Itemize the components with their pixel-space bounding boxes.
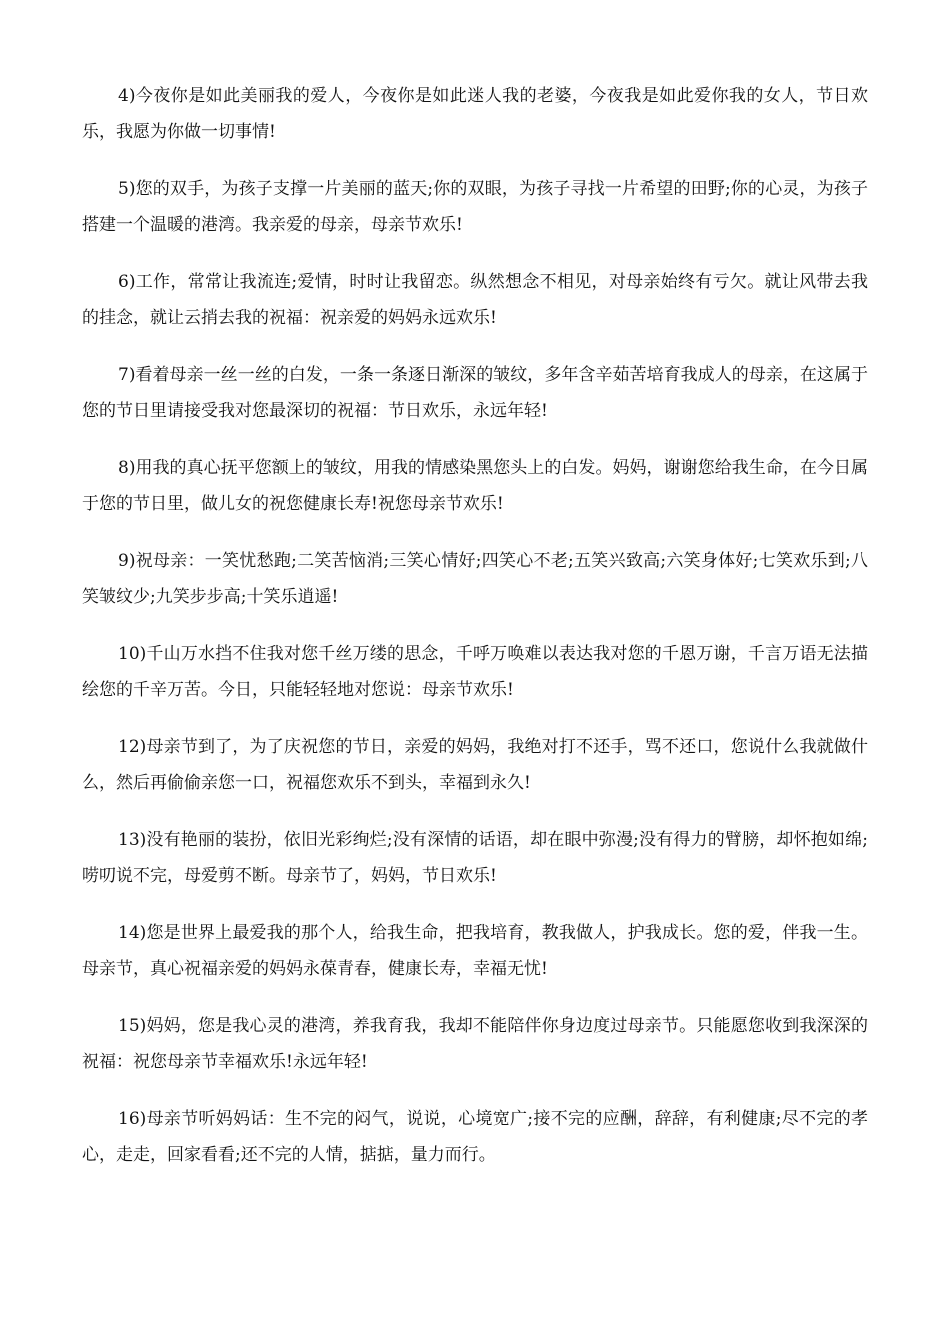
document-body — [82, 78, 868, 1194]
paragraph-7: 7)看着母亲一丝一丝的白发，一条一条逐日渐深的皱纹，多年含辛茹苦培育我成人的母亲，在这属于您的节日里请接受我对您最深切的祝福：节日欢乐，永远年轻! — [82, 365, 868, 421]
paragraph-9: 9)祝母亲：一笑忧愁跑;二笑苦恼消;三笑心情好;四笑心不老;五笑兴致高;六笑身体好;七笑欢乐到;八笑皱纹少;九笑步步高;十笑乐逍遥! — [82, 551, 868, 607]
paragraph-16: 16)母亲节听妈妈话：生不完的闷气，说说，心境宽广;接不完的应酬，辞辞，有利健康;尽不完的孝心，走走，回家看看;还不完的人情，掂掂，量力而行。 — [82, 1109, 868, 1165]
paragraph-6: 6)工作，常常让我流连;爱情，时时让我留恋。纵然想念不相见，对母亲始终有亏欠。就让风带去我的挂念，就让云捎去我的祝福：祝亲爱的妈妈永远欢乐! — [82, 272, 868, 328]
paragraph-5: 5)您的双手，为孩子支撑一片美丽的蓝天;你的双眼，为孩子寻找一片希望的田野;你的心灵，为孩子搭建一个温暖的港湾。我亲爱的母亲，母亲节欢乐! — [82, 179, 868, 235]
paragraph-14: 14)您是世界上最爱我的那个人，给我生命，把我培育，教我做人，护我成长。您的爱，伴我一生。母亲节，真心祝福亲爱的妈妈永葆青春，健康长寿，幸福无忧! — [82, 923, 868, 979]
paragraph-15: 15)妈妈，您是我心灵的港湾，养我育我，我却不能陪伴你身边度过母亲节。只能愿您收到我深深的祝福：祝您母亲节幸福欢乐!永远年轻! — [82, 1016, 868, 1072]
paragraph-4: 4)今夜你是如此美丽我的爱人，今夜你是如此迷人我的老婆，今夜我是如此爱你我的女人，节日欢乐，我愿为你做一切事情! — [82, 86, 868, 142]
paragraph-10: 10)千山万水挡不住我对您千丝万缕的思念，千呼万唤难以表达我对您的千恩万谢，千言万语无法描绘您的千辛万苦。今日，只能轻轻地对您说：母亲节欢乐! — [82, 644, 868, 700]
paragraph-8: 8)用我的真心抚平您额上的皱纹，用我的情感染黑您头上的白发。妈妈，谢谢您给我生命，在今日属于您的节日里，做儿女的祝您健康长寿!祝您母亲节欢乐! — [82, 458, 868, 514]
paragraph-12: 12)母亲节到了，为了庆祝您的节日，亲爱的妈妈，我绝对打不还手，骂不还口，您说什么我就做什么，然后再偷偷亲您一口，祝福您欢乐不到头，幸福到永久! — [82, 737, 868, 793]
paragraph-13: 13)没有艳丽的装扮，依旧光彩绚烂;没有深情的话语，却在眼中弥漫;没有得力的臂膀，却怀抱如绵;唠叨说不完，母爱剪不断。母亲节了，妈妈，节日欢乐! — [82, 830, 868, 886]
